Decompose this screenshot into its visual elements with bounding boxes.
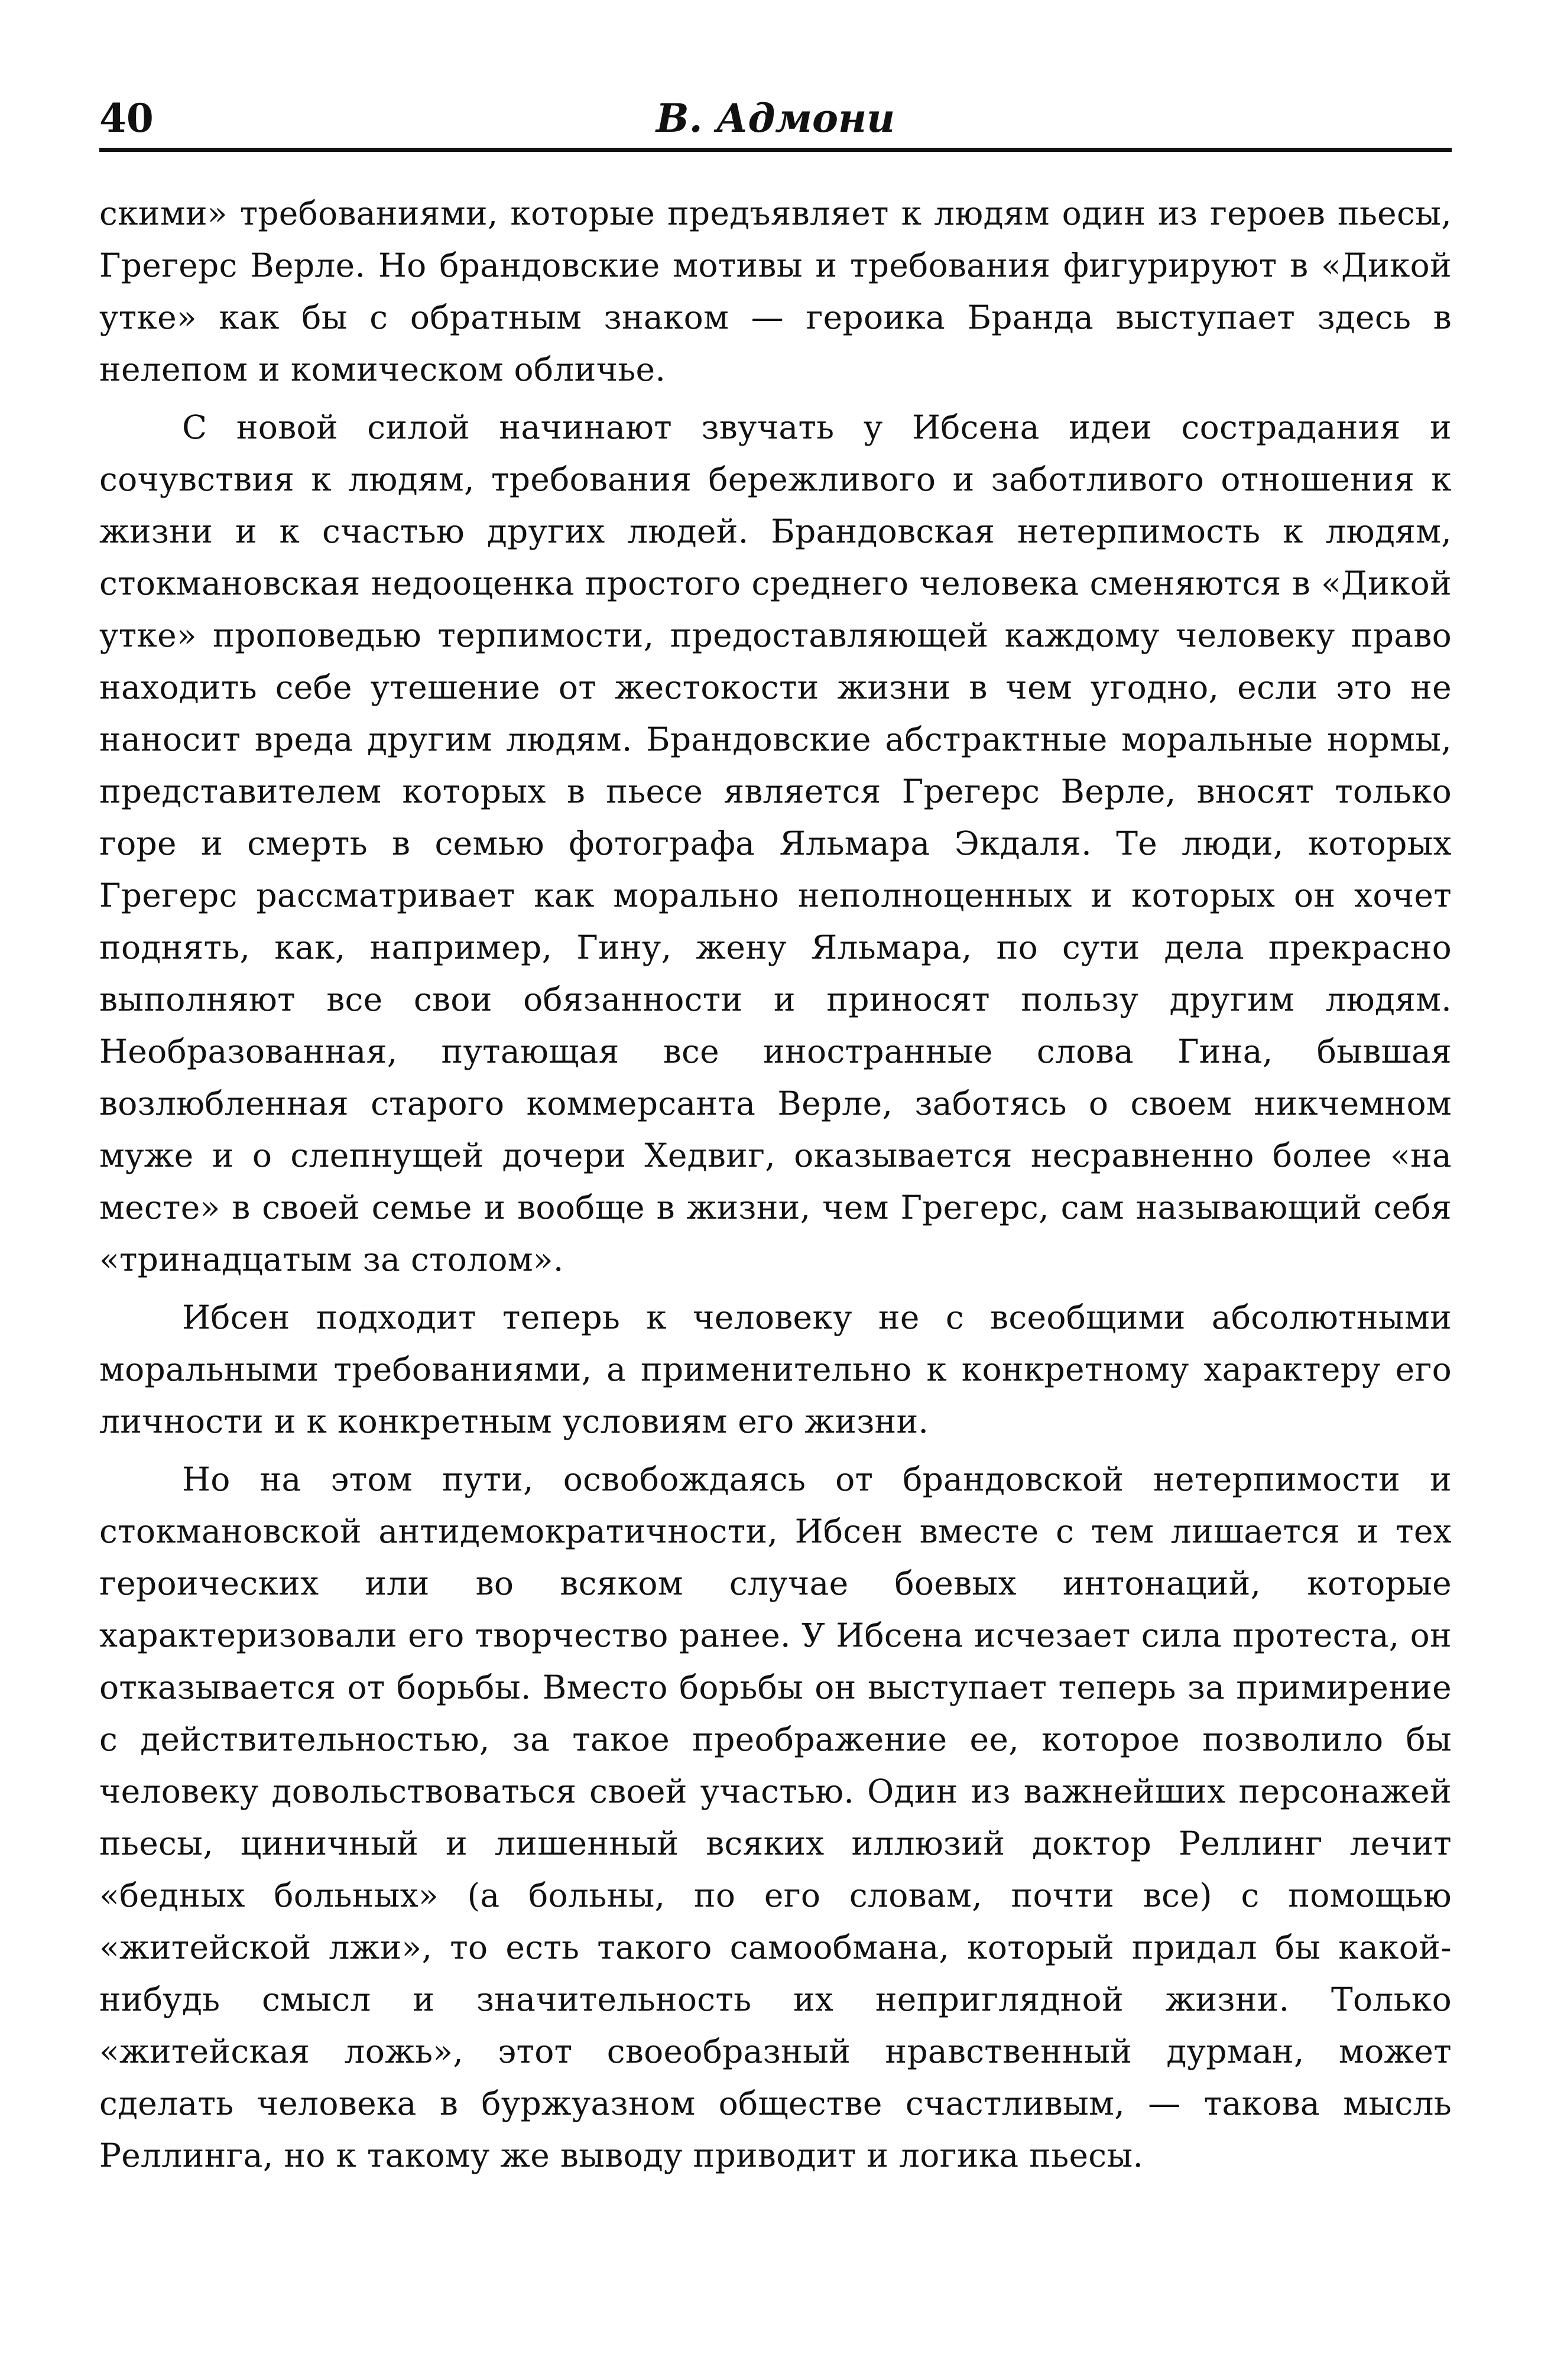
running-title: В. Адмони [656, 95, 895, 141]
paragraph: Но на этом пути, освобождаясь от брандовской нетерпимости и стокмановской антидемократичности, Ибсен вместе с тем лишается и тех героических или во всяком случае боевых интонаций, которые характеризовали его творчество ранее. У Ибсена исчезает сила протеста, он отказывается от борьбы. Вместо борьбы он выступает теперь за примирение с действительностью, за такое преображение ее, которое позволило бы человеку довольствоваться своей участью. Один из важнейших персонажей пьесы, циничный и лишенный всяких иллюзий доктор Реллинг лечит «бедных больных» (а больны, по его словам, почти все) с помощью «житейской лжи», то есть такого самообмана, который придал бы какой-нибудь смысл и значительность их неприглядной жизни. Только «житейская ложь», этот своеобразный нравственный дурман, может сделать человека в буржуазном обществе счастливым, — такова мысль Реллинга, но к такому же выводу приводит и логика пьесы. [99, 1460, 1452, 2174]
paragraph: скими» требованиями, которые предъявляет к людям один из героев пьесы, Грегерс Верле. Но брандовские мотивы и требования фигурируют в «Дикой утке» как бы с обратным знаком — героика Бранда выступает здесь в нелепом и комическом обличье. [99, 194, 1452, 388]
book-page [99, 89, 1452, 2334]
body-text [99, 187, 1452, 2181]
paragraph: Ибсен подходит теперь к человеку не с всеобщими абсолютными моральными требованиями, а применительно к конкретному характеру его личности и к конкретным условиям его жизни. [99, 1298, 1452, 1440]
page-number: 40 [99, 95, 154, 141]
page-header [99, 89, 1452, 152]
paragraph: С новой силой начинают звучать у Ибсена идеи сострадания и сочувствия к людям, требования бережливого и заботливого отношения к жизни и к счастью других людей. Брандовская нетерпимость к людям, стокмановская недооценка простого среднего человека сменяются в «Дикой утке» проповедью терпимости, предоставляющей каждому человеку право находить себе утешение от жестокости жизни в чем угодно, если это не наносит вреда другим людям. Брандовские абстрактные моральные нормы, представителем которых в пьесе является Грегерс Верле, вносят только горе и смерть в семью фотографа Яльмара Экдаля. Те люди, которых Грегерс рассматривает как морально неполноценных и которых он хочет поднять, как, например, Гину, жену Яльмара, по сути дела прекрасно выполняют все свои обязанности и приносят пользу другим людям. Необразованная, путающая все иностранные слова Гина, бывшая возлюбленная старого коммерсанта Верле, заботясь о своем никчемном муже и о слепнущей дочери Хедвиг, оказывается несравненно более «на месте» в своей семье и вообще в жизни, чем Грегерс, сам называющий себя «тринадцатым за столом». [99, 408, 1452, 1278]
